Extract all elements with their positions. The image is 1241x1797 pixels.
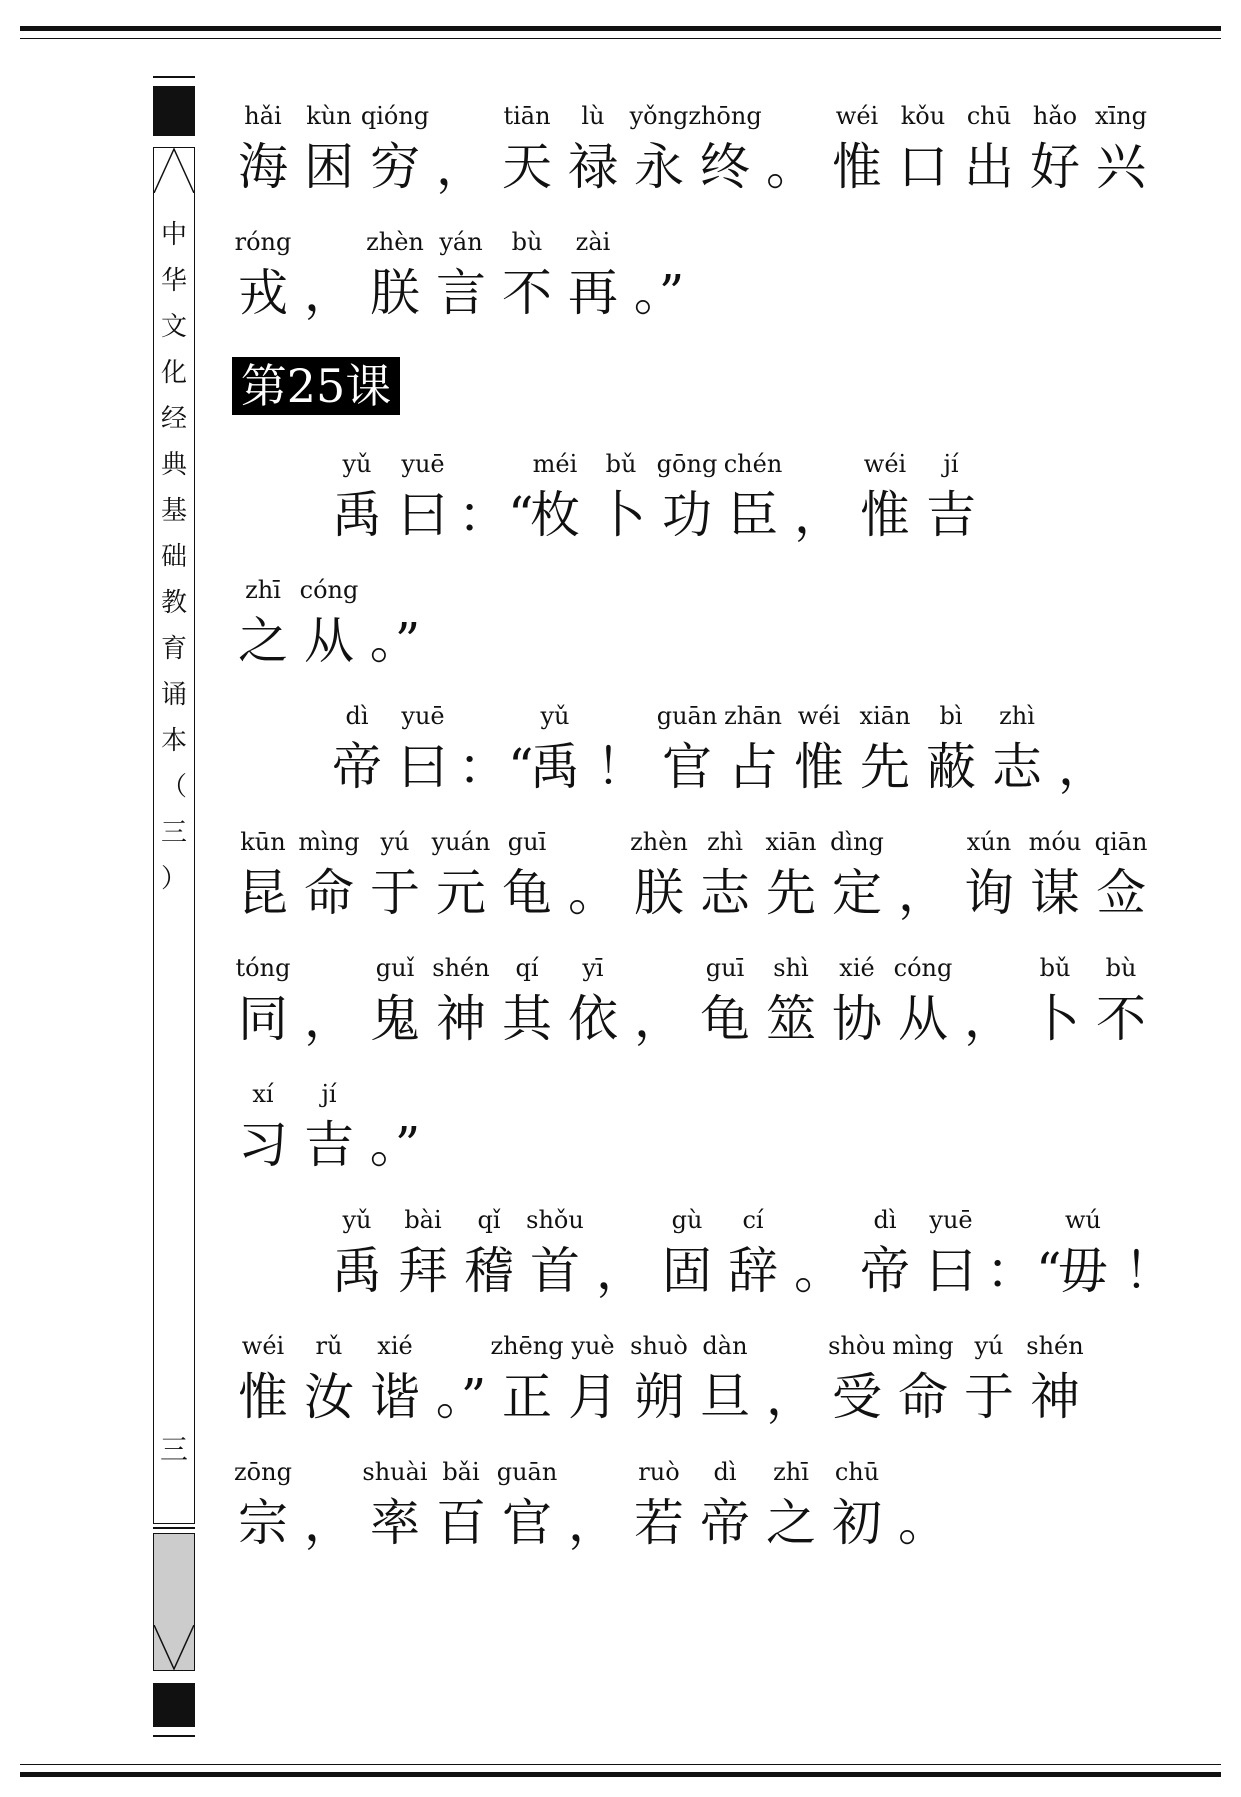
hanzi: 于 — [370, 864, 420, 922]
hanzi: 拜 — [398, 1242, 448, 1300]
hanzi: 终 — [700, 138, 750, 196]
hanzi: 好 — [1030, 138, 1080, 196]
hanzi: ， — [304, 1494, 354, 1552]
pinyin: wéi — [835, 102, 879, 130]
pinyin: dìng — [830, 828, 884, 856]
pinyin: zōng — [234, 1458, 292, 1486]
pinyin: dì — [873, 1206, 897, 1234]
hanzi: 不 — [1096, 990, 1146, 1048]
hanzi: 。 — [568, 864, 618, 922]
hanzi: 海 — [238, 138, 288, 196]
hanzi: 穷 — [370, 138, 420, 196]
hanzi: 筮 — [766, 990, 816, 1048]
hanzi: 困 — [304, 138, 354, 196]
pinyin: hǎi — [244, 102, 282, 130]
hanzi: 蔽 — [926, 738, 976, 796]
pinyin: qǐ — [477, 1206, 501, 1234]
hanzi: 其 — [502, 990, 552, 1048]
pinyin: yǔ — [342, 1206, 372, 1234]
pinyin: shén — [1026, 1332, 1084, 1360]
spine-bottom-line — [153, 1735, 195, 1737]
pinyin: gōng — [656, 450, 718, 478]
hanzi: 龟 — [502, 864, 552, 922]
hanzi: 朔 — [634, 1368, 684, 1426]
hanzi: 固 — [662, 1242, 712, 1300]
pinyin: chū — [834, 1458, 880, 1486]
hanzi: 惟 — [860, 486, 910, 544]
spine-title-char: 华 — [160, 266, 187, 296]
pinyin: yuè — [571, 1332, 615, 1360]
pinyin: guī — [705, 954, 745, 982]
pinyin: shòu — [828, 1332, 886, 1360]
spine-title-char: 教 — [160, 588, 187, 618]
pinyin: róng — [234, 228, 292, 256]
hanzi: 毋 — [1058, 1242, 1108, 1300]
spine-title-char: （ — [160, 772, 187, 802]
hanzi: 惟 — [238, 1368, 288, 1426]
hanzi: 。 — [794, 1242, 844, 1300]
pinyin: yú — [974, 1332, 1004, 1360]
spine-bottom-block — [153, 1683, 195, 1727]
pinyin: guān — [496, 1458, 558, 1486]
pinyin: bù — [511, 228, 543, 256]
pinyin: xí — [252, 1080, 274, 1108]
spine-title-char: 三 — [160, 818, 187, 848]
pinyin: shuài — [362, 1458, 428, 1486]
pinyin: xié — [839, 954, 875, 982]
hanzi: ， — [964, 990, 1014, 1048]
spine-title-char: 文 — [160, 312, 187, 342]
pinyin: mìng — [892, 1332, 954, 1360]
hanzi: ， — [596, 1242, 646, 1300]
pinyin: zhōng — [688, 102, 762, 130]
spine-top-line — [153, 76, 195, 78]
hanzi: ， — [568, 1494, 618, 1552]
pinyin: kūn — [240, 828, 286, 856]
hanzi: 先 — [766, 864, 816, 922]
hanzi: 率 — [370, 1494, 420, 1552]
hanzi: ！ — [1124, 1242, 1174, 1300]
pinyin: bǔ — [605, 450, 637, 478]
pinyin: yuē — [929, 1206, 973, 1234]
hanzi: 从 — [898, 990, 948, 1048]
hanzi: 不 — [502, 264, 552, 322]
spine-title-char: 中 — [160, 220, 187, 250]
hanzi: ， — [304, 990, 354, 1048]
pinyin: qí — [515, 954, 539, 982]
hanzi: 。” — [435, 1368, 487, 1426]
hanzi: 辞 — [728, 1242, 778, 1300]
pinyin: guī — [507, 828, 547, 856]
spine-title-char: 典 — [160, 450, 187, 480]
hanzi: 初 — [832, 1494, 882, 1552]
pinyin: yuán — [431, 828, 491, 856]
hanzi: 禹 — [332, 486, 382, 544]
pinyin: shuò — [630, 1332, 688, 1360]
pinyin: chén — [723, 450, 783, 478]
hanzi: 官 — [662, 738, 712, 796]
pinyin: gù — [671, 1206, 703, 1234]
hanzi: 昆 — [238, 864, 288, 922]
hanzi: ， — [304, 264, 354, 322]
pinyin: guān — [656, 702, 718, 730]
hanzi: 永 — [634, 138, 684, 196]
hanzi: 定 — [832, 864, 882, 922]
hanzi: 惟 — [832, 138, 882, 196]
hanzi: 龟 — [700, 990, 750, 1048]
hanzi: 。 — [766, 138, 816, 196]
hanzi: 帝 — [332, 738, 382, 796]
hanzi: 臣 — [728, 486, 778, 544]
pinyin: xiān — [859, 702, 911, 730]
pinyin: xiān — [765, 828, 817, 856]
pinyin: yǔ — [540, 702, 570, 730]
hanzi: 兴 — [1096, 138, 1146, 196]
hanzi: 。 — [898, 1494, 948, 1552]
hanzi: 占 — [728, 738, 778, 796]
hanzi: 言 — [436, 264, 486, 322]
pinyin: hǎo — [1032, 102, 1078, 130]
pinyin: xīng — [1094, 102, 1148, 130]
hanzi: 天 — [502, 138, 552, 196]
pinyin: yú — [380, 828, 410, 856]
hanzi: 谋 — [1030, 864, 1080, 922]
hanzi: 。” — [369, 612, 421, 670]
hanzi: 卜 — [596, 486, 646, 544]
hanzi: 谐 — [370, 1368, 420, 1426]
hanzi: ！ — [596, 738, 646, 796]
pinyin: cóng — [893, 954, 953, 982]
pinyin: méi — [532, 450, 578, 478]
hanzi: 命 — [304, 864, 354, 922]
hanzi: ， — [436, 138, 486, 196]
pinyin: zài — [575, 228, 611, 256]
pinyin: xié — [377, 1332, 413, 1360]
hanzi: 月 — [568, 1368, 618, 1426]
pinyin: dì — [713, 1458, 737, 1486]
pinyin: zhì — [999, 702, 1035, 730]
spine-title-char: 育 — [160, 634, 187, 664]
hanzi: 首 — [530, 1242, 580, 1300]
hanzi: 旦 — [700, 1368, 750, 1426]
hanzi: 汝 — [304, 1368, 354, 1426]
pinyin: yǔ — [342, 450, 372, 478]
pinyin: zhī — [245, 576, 281, 604]
hanzi: 稽 — [464, 1242, 514, 1300]
pinyin: qiān — [1094, 828, 1148, 856]
hanzi: 之 — [238, 612, 288, 670]
hanzi: 从 — [304, 612, 354, 670]
spine-title-char: 化 — [160, 358, 187, 388]
pinyin: qióng — [360, 102, 430, 130]
hanzi: 百 — [436, 1494, 486, 1552]
hanzi: 正 — [502, 1368, 552, 1426]
hanzi: 吉 — [926, 486, 976, 544]
hanzi: 同 — [238, 990, 288, 1048]
hanzi: 神 — [436, 990, 486, 1048]
spine-title-char: 础 — [160, 542, 187, 572]
hanzi: 若 — [634, 1494, 684, 1552]
spine-top-block — [153, 86, 195, 136]
pinyin: jí — [321, 1080, 337, 1108]
hanzi: 鬼 — [370, 990, 420, 1048]
pinyin: bǔ — [1039, 954, 1071, 982]
pinyin: zhì — [707, 828, 743, 856]
pinyin: bǎi — [442, 1458, 480, 1486]
hanzi: ， — [794, 486, 844, 544]
hanzi: 于 — [964, 1368, 1014, 1426]
hanzi: 帝 — [700, 1494, 750, 1552]
hanzi: ， — [766, 1368, 816, 1426]
hanzi: 曰 — [926, 1242, 976, 1300]
pinyin: yuē — [401, 450, 445, 478]
spine-page-number: 三 — [159, 1433, 188, 1466]
pinyin: yuē — [401, 702, 445, 730]
hanzi: 功 — [662, 486, 712, 544]
pinyin: yǒng — [629, 102, 689, 130]
pinyin: zhèn — [630, 828, 688, 856]
hanzi: 依 — [568, 990, 618, 1048]
hanzi: 朕 — [370, 264, 420, 322]
hanzi: 询 — [964, 864, 1014, 922]
pinyin: kǒu — [900, 102, 946, 130]
hanzi: 曰 — [398, 738, 448, 796]
pinyin: shì — [773, 954, 809, 982]
pinyin: chū — [966, 102, 1012, 130]
hanzi: 朕 — [634, 864, 684, 922]
spine-title-char: 本 — [160, 726, 187, 756]
hanzi: 神 — [1030, 1368, 1080, 1426]
pinyin: wéi — [797, 702, 841, 730]
hanzi: 志 — [700, 864, 750, 922]
spine-title-char: 经 — [160, 404, 187, 434]
pinyin: ruò — [638, 1458, 680, 1486]
pinyin: bì — [939, 702, 963, 730]
hanzi: 命 — [898, 1368, 948, 1426]
hanzi: 之 — [766, 1494, 816, 1552]
hanzi: 。” — [369, 1116, 421, 1174]
pinyin: zhī — [773, 1458, 809, 1486]
hanzi: 出 — [964, 138, 1014, 196]
pinyin: lù — [581, 102, 605, 130]
pinyin: dì — [345, 702, 369, 730]
hanzi: 习 — [238, 1116, 288, 1174]
spine-bottom-chevron — [153, 1625, 195, 1671]
hanzi: 先 — [860, 738, 910, 796]
spine-grey-top-line — [153, 1527, 195, 1529]
hanzi: 佥 — [1096, 864, 1146, 922]
hanzi: ， — [634, 990, 684, 1048]
hanzi: 官 — [502, 1494, 552, 1552]
hanzi: 卜 — [1030, 990, 1080, 1048]
spine-title-char: ） — [160, 864, 187, 894]
hanzi: 宗 — [238, 1494, 288, 1552]
hanzi: 吉 — [304, 1116, 354, 1174]
hanzi: ， — [898, 864, 948, 922]
pinyin: kùn — [306, 102, 352, 130]
spine-title-char: 诵 — [160, 680, 187, 710]
hanzi: 口 — [898, 138, 948, 196]
pinyin: zhèn — [366, 228, 424, 256]
pinyin: shén — [432, 954, 490, 982]
pinyin: rǔ — [315, 1332, 343, 1360]
hanzi: 元 — [436, 864, 486, 922]
hanzi: 。” — [633, 264, 685, 322]
pinyin: yán — [439, 228, 483, 256]
hanzi: ：“ — [458, 738, 534, 796]
pinyin: zhēng — [490, 1332, 564, 1360]
spine-top-chevron — [153, 147, 195, 193]
pinyin: cí — [742, 1206, 764, 1234]
spine-title-char: 基 — [160, 496, 187, 526]
pinyin: guǐ — [375, 954, 415, 982]
top-rule-thick — [20, 26, 1221, 31]
pinyin: shǒu — [526, 1206, 584, 1234]
hanzi: ：“ — [458, 486, 534, 544]
hanzi: 枚 — [530, 486, 580, 544]
hanzi: ， — [1058, 738, 1108, 796]
lesson-title: 第25课 — [232, 357, 400, 415]
hanzi: 受 — [832, 1368, 882, 1426]
spine-book-title — [153, 212, 195, 902]
hanzi: 禄 — [568, 138, 618, 196]
pinyin: mìng — [298, 828, 360, 856]
bottom-rule-thick — [20, 1772, 1221, 1777]
hanzi: ：“ — [986, 1242, 1062, 1300]
hanzi: 惟 — [794, 738, 844, 796]
pinyin: wéi — [863, 450, 907, 478]
hanzi: 协 — [832, 990, 882, 1048]
pinyin: xún — [966, 828, 1012, 856]
bottom-rule-thin — [20, 1764, 1221, 1765]
pinyin: cóng — [299, 576, 359, 604]
hanzi: 志 — [992, 738, 1042, 796]
pinyin: zhān — [724, 702, 782, 730]
hanzi: 禹 — [332, 1242, 382, 1300]
hanzi: 曰 — [398, 486, 448, 544]
pinyin: bài — [404, 1206, 442, 1234]
pinyin: tóng — [235, 954, 291, 982]
pinyin: jí — [943, 450, 959, 478]
pinyin: wéi — [241, 1332, 285, 1360]
hanzi: 禹 — [530, 738, 580, 796]
hanzi: 戎 — [238, 264, 288, 322]
pinyin: dàn — [702, 1332, 748, 1360]
pinyin: bù — [1105, 954, 1137, 982]
pinyin: yī — [582, 954, 604, 982]
top-rule-thin — [20, 38, 1221, 39]
hanzi: 帝 — [860, 1242, 910, 1300]
pinyin: móu — [1028, 828, 1082, 856]
pinyin: tiān — [503, 102, 551, 130]
hanzi: 再 — [568, 264, 618, 322]
pinyin: wú — [1065, 1206, 1101, 1234]
